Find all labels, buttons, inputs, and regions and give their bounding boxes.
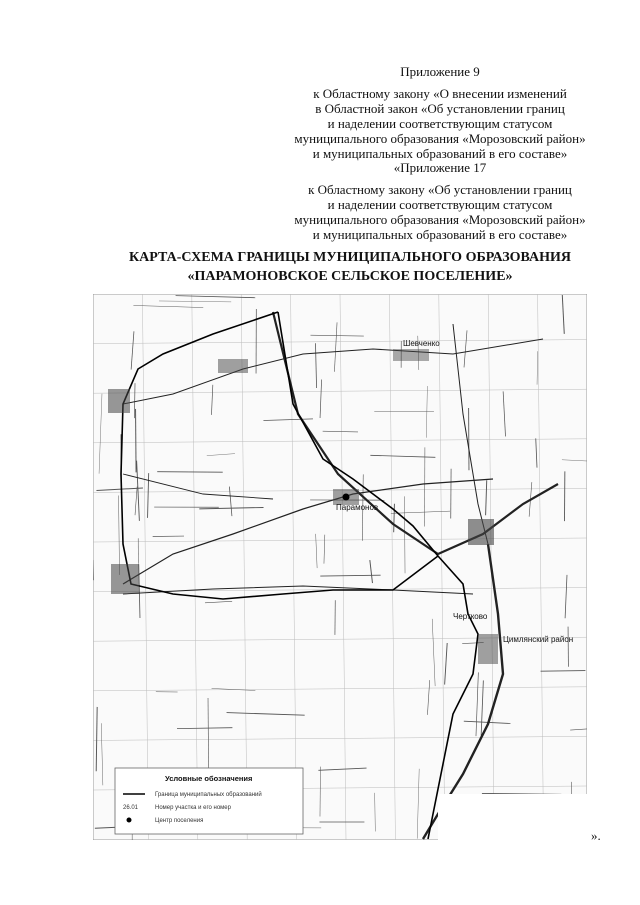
annex-17-line: и наделении соответствующим статусом	[327, 197, 553, 212]
legend-item-code: Номер участка и его номер	[155, 805, 231, 811]
label-chertkovo: Чертково	[453, 612, 488, 621]
legend-item-boundary: Граница муниципальных образований	[155, 792, 262, 798]
map-title	[70, 248, 630, 286]
settlement-area	[478, 634, 498, 664]
annex-17-line: к Областному закону «Об установлении границ	[308, 182, 572, 197]
settlement-area	[468, 519, 494, 545]
settlement-area	[218, 359, 248, 373]
map-title-line-1: КАРТА-СХЕМА ГРАНИЦЫ МУНИЦИПАЛЬНОГО ОБРАЗОВАНИЯ	[129, 250, 571, 265]
map-canvas	[93, 294, 587, 840]
map-legend	[115, 768, 303, 834]
settlement-area	[111, 564, 139, 594]
label-paramonov: Парамонов	[336, 503, 379, 512]
label-tsimlyansky: Цимлянский район	[503, 635, 574, 644]
map-blank-corner	[438, 794, 587, 840]
annex-17-line: и муниципальных образований в его составе»	[312, 227, 568, 242]
annex-17-line: муниципального образования «Морозовский район»	[294, 212, 586, 227]
legend-code-symbol: 26.01	[123, 805, 139, 811]
annex-17-heading: «Приложение 17	[393, 160, 487, 175]
annex-9-heading: Приложение 9	[400, 64, 480, 79]
field-boundary	[136, 409, 137, 472]
annex-9-line: в Областной закон «Об установлении границ	[315, 101, 565, 116]
map-scheme	[93, 294, 587, 840]
map-border	[93, 294, 587, 840]
legend-title: Условные обозначения	[165, 774, 253, 783]
annex-17-header	[280, 160, 600, 242]
annex-9-line: и муниципальных образований в его составе»	[312, 146, 568, 161]
settlement-area	[108, 389, 130, 413]
annex-9-header	[280, 64, 600, 161]
closing-quote: ».	[591, 828, 601, 843]
legend-center-symbol	[127, 818, 132, 823]
annex-9-line: муниципального образования «Морозовский район»	[294, 131, 586, 146]
label-shevchenko: Шевченко	[403, 339, 440, 348]
legend-item-center: Центр поселения	[155, 818, 204, 824]
map-title-line-2: «ПАРАМОНОВСКОЕ СЕЛЬСКОЕ ПОСЕЛЕНИЕ»	[187, 269, 513, 284]
settlement-center-dot	[343, 494, 350, 501]
annex-9-line: и наделении соответствующим статусом	[327, 116, 553, 131]
settlement-area	[393, 349, 429, 361]
annex-9-line: к Областному закону «О внесении изменений	[313, 86, 567, 101]
